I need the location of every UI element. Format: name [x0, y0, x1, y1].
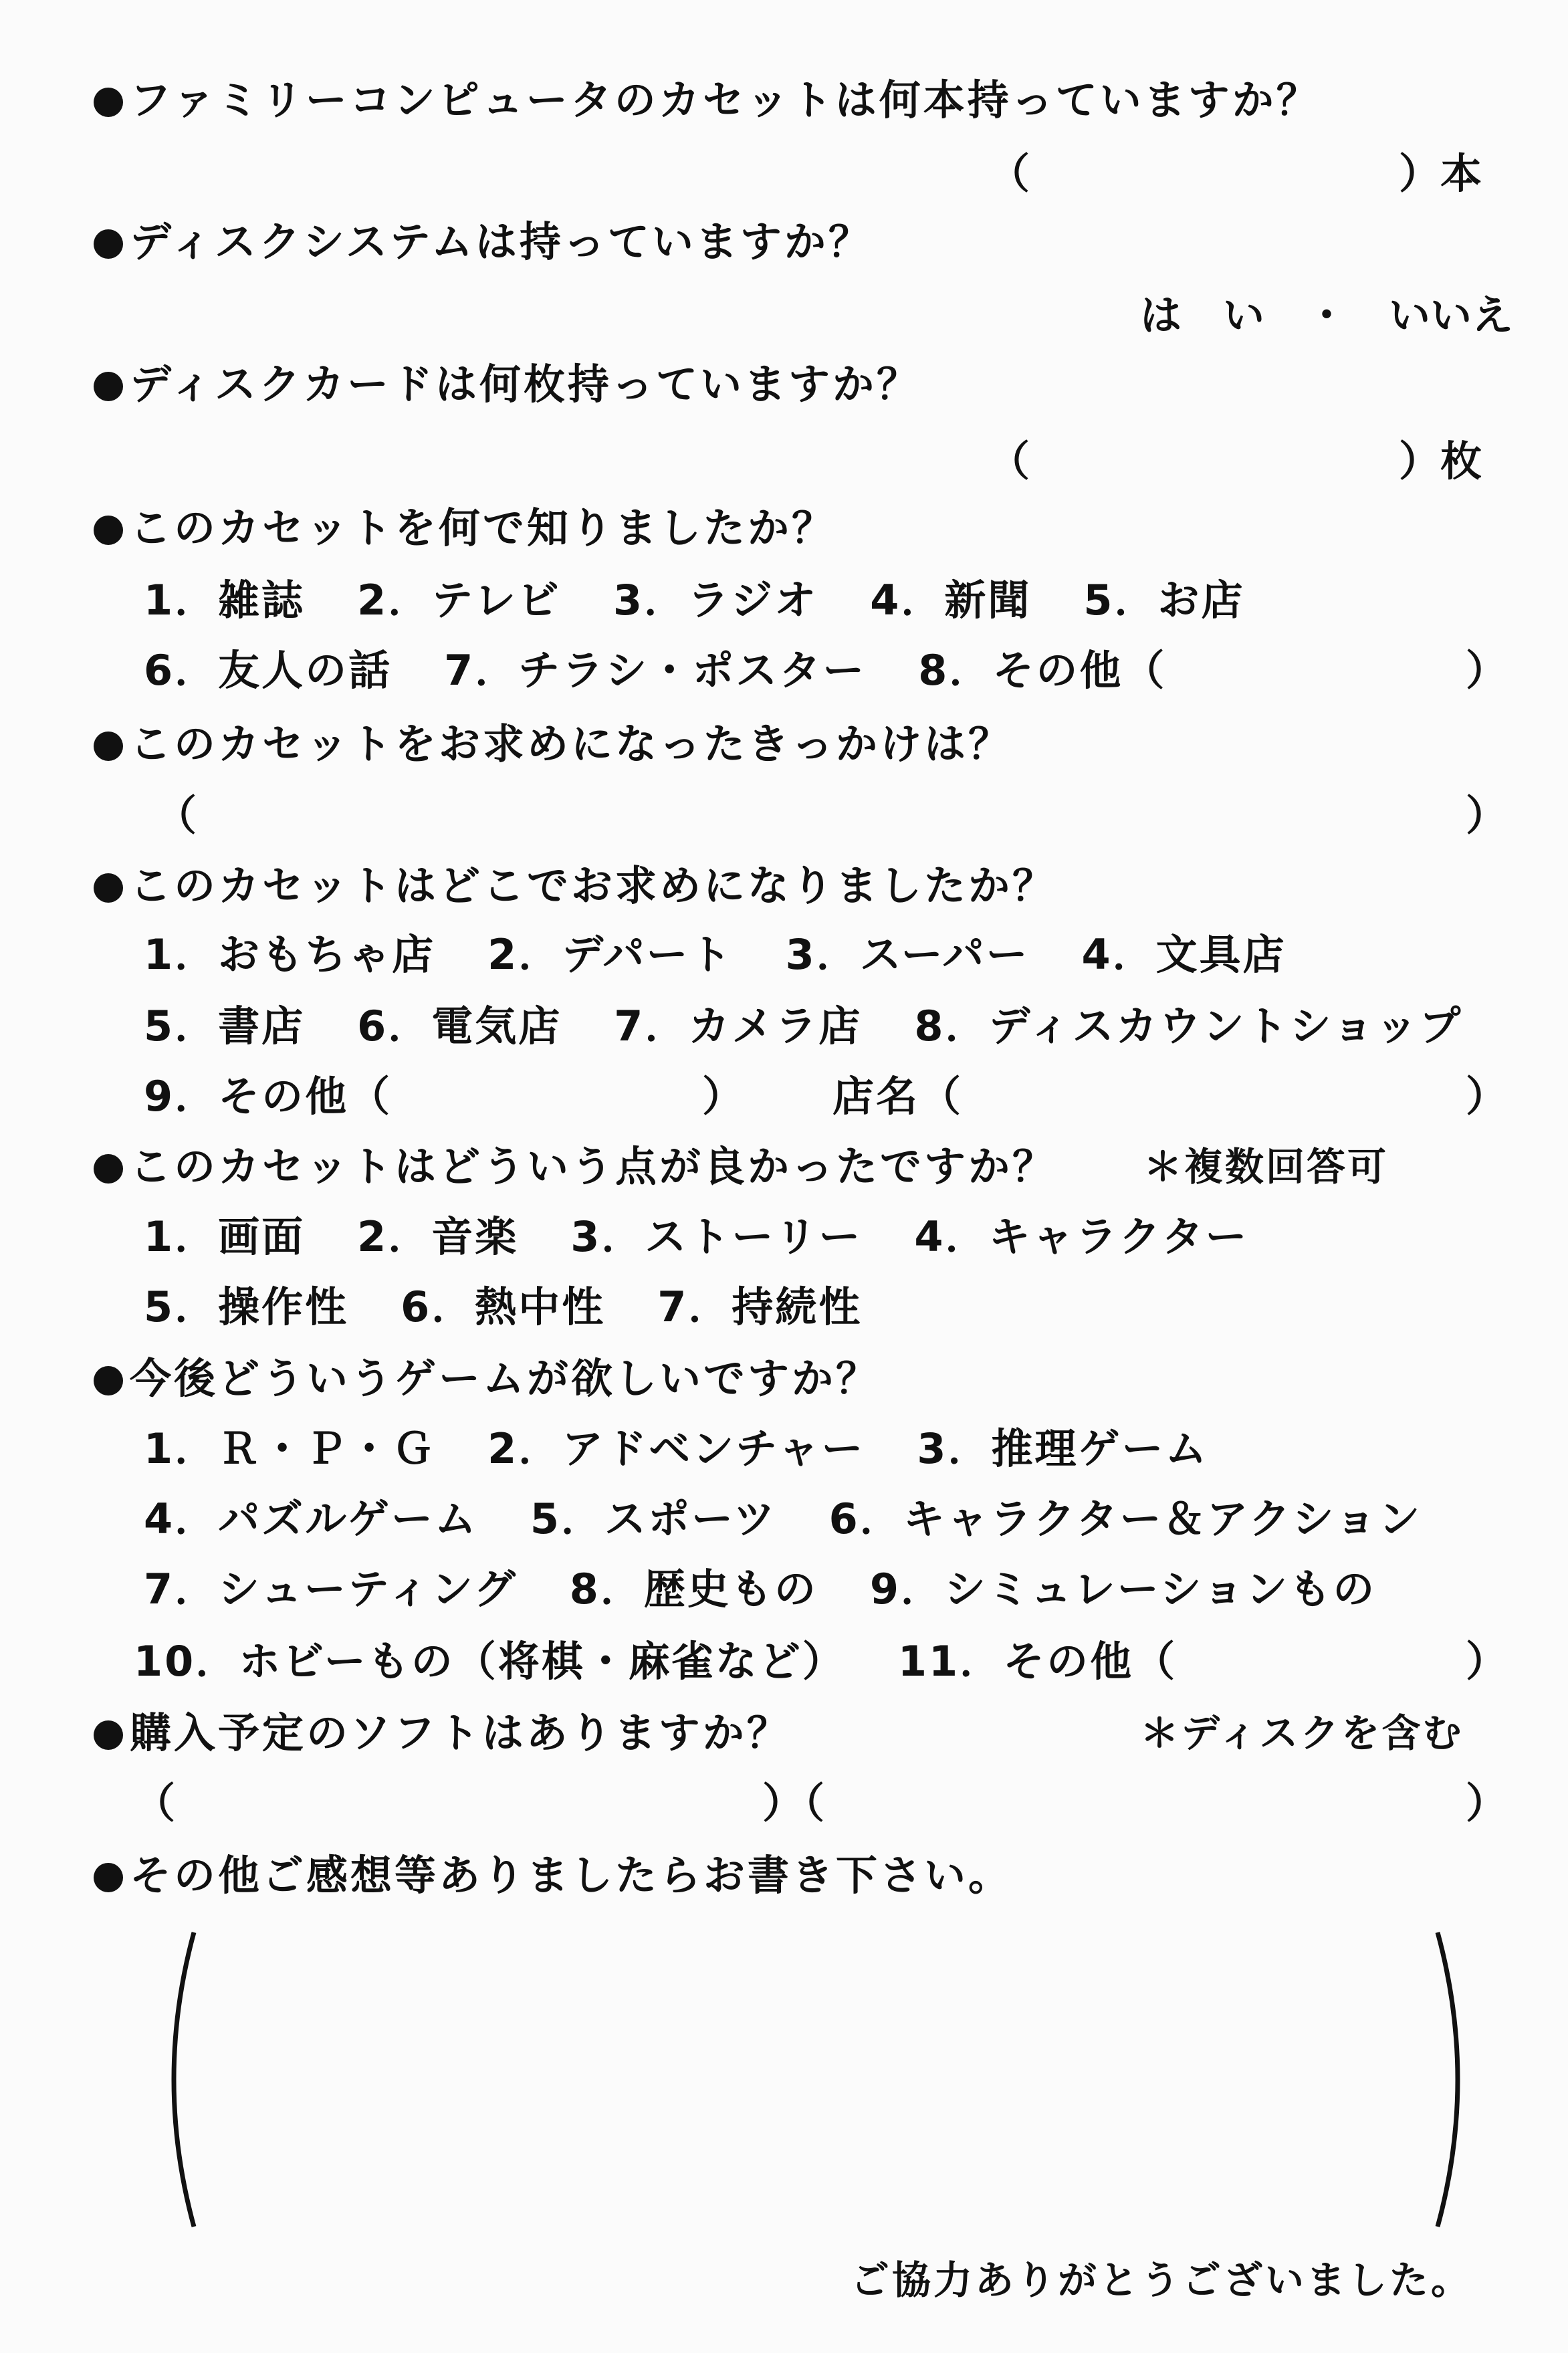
option[interactable]: 5．書店	[144, 1002, 306, 1050]
store-name-label[interactable]: 店名（	[832, 1072, 964, 1121]
question-planned-purchase	[94, 1706, 791, 1760]
options-row	[144, 1000, 1462, 1053]
answer-close-paren: ）	[1466, 791, 1508, 840]
option[interactable]: 10．ホビーもの（将棋・麻雀など）	[134, 1637, 846, 1686]
option[interactable]: 7．カメラ店	[614, 1002, 863, 1050]
comment-box-right-bracket	[1424, 1926, 1478, 2233]
option-other[interactable]: 11．その他（	[897, 1637, 1178, 1686]
question-text: このカセットをお求めになったきっかけは？	[130, 719, 1013, 768]
option[interactable]: 6．友人の話	[144, 646, 393, 695]
options-row	[144, 1563, 1376, 1616]
question-comments	[94, 1849, 1012, 1902]
answer-open-paren: （	[155, 791, 197, 840]
bullet-icon	[94, 1366, 123, 1395]
option[interactable]: 1．おもちゃ店	[144, 930, 436, 979]
option[interactable]: 1．Ｒ・Ｐ・Ｇ	[144, 1424, 436, 1473]
bullet-icon	[94, 88, 123, 117]
option-other[interactable]: 9．その他（	[144, 1072, 393, 1121]
bullet-icon	[94, 1863, 123, 1892]
answer-open-paren: （	[134, 1779, 176, 1827]
option[interactable]: 9．シミュレーションもの	[869, 1565, 1377, 1613]
answer-open-paren: （	[988, 149, 1030, 198]
options-row	[144, 1492, 1422, 1546]
question-disk-system	[94, 215, 873, 269]
multiple-answers-note: ＊複数回答可	[1143, 1144, 1389, 1190]
option[interactable]: 3．スーパー	[785, 930, 1030, 979]
option[interactable]: 3．ラジオ	[613, 576, 818, 625]
question-text: このカセットはどういう点が良かったですか？	[130, 1142, 1057, 1191]
comment-box-left-bracket	[154, 1926, 207, 2233]
bullet-icon	[94, 229, 123, 259]
option[interactable]: 4．キャラクター	[914, 1212, 1249, 1261]
bullet-icon	[94, 873, 123, 903]
yes-no-choice[interactable]: は い ・ いいえ	[1140, 291, 1514, 340]
option[interactable]: 6．キャラクター＆アクション	[828, 1494, 1422, 1543]
options-row	[144, 1280, 914, 1334]
option[interactable]: 7．チラシ・ポスター	[444, 646, 867, 695]
question-text: このカセットはどこでお求めになりましたか？	[130, 861, 1057, 910]
question-purchase-place	[94, 859, 1056, 913]
option[interactable]: 7．シューティング	[144, 1565, 518, 1613]
answer-close-paren: ）	[1466, 646, 1508, 695]
option[interactable]: 3．ストーリー	[570, 1212, 863, 1261]
question-text: このカセットを何で知りましたか？	[130, 503, 836, 552]
option[interactable]: 6．電気店	[357, 1002, 562, 1050]
question-text: ディスクシステムは持っていますか？	[130, 217, 873, 266]
question-disk-card-count	[94, 358, 921, 411]
thank-you-message: ご協力ありがとうございました。	[851, 2257, 1473, 2303]
question-desired-games	[94, 1352, 880, 1406]
options-row	[144, 644, 1218, 697]
option[interactable]: 5．スポーツ	[530, 1494, 777, 1543]
option[interactable]: 4．パズルゲーム	[144, 1494, 478, 1543]
option[interactable]: 5．操作性	[144, 1282, 349, 1331]
option[interactable]: 5．お店	[1083, 576, 1245, 625]
options-row	[144, 928, 1339, 982]
bullet-icon	[94, 732, 123, 761]
options-row	[144, 574, 1297, 627]
question-cassette-count	[94, 74, 1321, 127]
question-text: 今後どういうゲームが欲しいですか？	[130, 1354, 881, 1403]
question-good-points	[94, 1140, 1056, 1194]
question-how-known	[94, 501, 836, 555]
option[interactable]: 8．ディスカウントショップ	[914, 1002, 1463, 1050]
disk-included-note: ＊ディスクを含む	[1140, 1710, 1464, 1756]
answer-close-paren: ）	[702, 1072, 744, 1121]
bullet-icon	[94, 372, 123, 401]
option[interactable]: 7．持続性	[657, 1282, 863, 1331]
option[interactable]: 6．熱中性	[401, 1282, 606, 1331]
option[interactable]: 4．文具店	[1081, 930, 1286, 979]
answer-close-paren: ）	[1466, 1072, 1508, 1121]
bullet-icon	[94, 1720, 123, 1750]
question-text: その他ご感想等ありましたらお書き下さい。	[130, 1851, 1013, 1900]
options-row	[144, 1210, 1301, 1264]
question-text: 購入予定のソフトはありますか？	[130, 1708, 791, 1757]
answer-unit-hon: ）本	[1399, 149, 1482, 198]
answer-close-paren: ）	[1466, 1779, 1508, 1827]
option-other[interactable]: 8．その他（	[918, 646, 1167, 695]
option[interactable]: 1．雑誌	[144, 576, 306, 625]
option[interactable]: 8．歴史もの	[569, 1565, 818, 1613]
answer-close-open-paren: ）（	[762, 1779, 825, 1827]
answer-unit-mai: ）枚	[1399, 437, 1482, 485]
option[interactable]: 3．推理ゲーム	[917, 1424, 1209, 1473]
question-purchase-reason	[94, 717, 1012, 771]
option[interactable]: 2．デパート	[487, 930, 734, 979]
answer-close-paren: ）	[1466, 1637, 1508, 1686]
option[interactable]: 2．テレビ	[357, 576, 562, 625]
option[interactable]: 4．新聞	[870, 576, 1032, 625]
options-row	[144, 1422, 1261, 1476]
option[interactable]: 2．アドベンチャー	[487, 1424, 865, 1473]
question-text: ファミリーコンピュータのカセットは何本持っていますか？	[130, 76, 1321, 124]
option[interactable]: 1．画面	[144, 1212, 306, 1261]
question-text: ディスクカードは何枚持っていますか？	[130, 360, 921, 409]
bullet-icon	[94, 1154, 123, 1184]
options-row	[134, 1635, 1229, 1688]
bullet-icon	[94, 516, 123, 545]
option[interactable]: 2．音楽	[357, 1212, 519, 1261]
answer-open-paren: （	[988, 437, 1030, 485]
